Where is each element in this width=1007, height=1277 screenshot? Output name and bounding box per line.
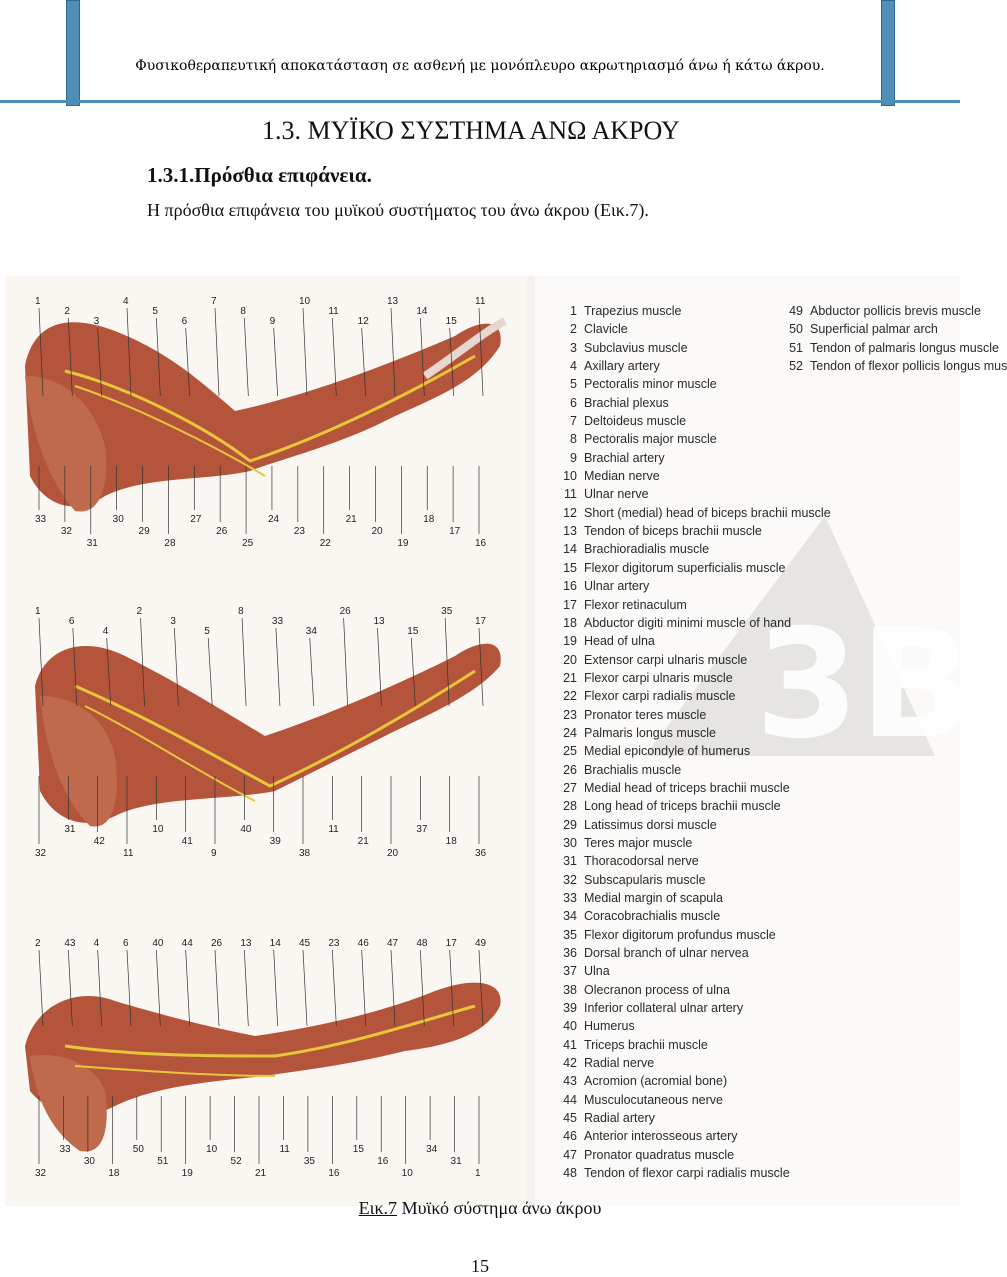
legend-number: 48	[563, 1166, 577, 1181]
legend-label: Abductor pollicis brevis muscle	[810, 304, 981, 318]
legend-item	[549, 926, 831, 944]
legend-panel	[535, 276, 1007, 1206]
legend-label: Musculocutaneous nerve	[584, 1092, 723, 1107]
callout-number: 19	[397, 538, 409, 549]
callout-number: 42	[93, 836, 105, 847]
callout-line	[242, 618, 246, 706]
callout-number: 38	[299, 848, 311, 859]
arm-illustrations	[5, 276, 527, 1206]
legend-number: 2	[570, 322, 577, 337]
callout-number: 11	[328, 824, 339, 835]
callout-number: 52	[230, 1156, 242, 1167]
legend-number: 22	[563, 689, 577, 704]
legend-number: 16	[563, 579, 577, 594]
callout-number: 32	[35, 848, 47, 859]
legend-number: 4	[570, 359, 577, 374]
legend-number: 51	[789, 340, 803, 355]
callout-number: 1	[475, 1168, 481, 1179]
callout-number: 3	[170, 616, 176, 627]
callout-number: 17	[449, 526, 461, 537]
callout-number: 26	[216, 526, 228, 537]
legend-item	[549, 1127, 831, 1145]
legend-number: 27	[563, 780, 577, 795]
callout-number: 26	[339, 606, 351, 617]
callout-number: 23	[293, 526, 305, 537]
legend-label: Pronator quadratus muscle	[584, 1147, 735, 1162]
legend-label: Subclavius muscle	[584, 340, 688, 355]
running-header: Φυσικοθεραπευτική αποκατάσταση σε ασθενή με μονόπλευρο ακρωτηριασμό άνω ή κάτω άκρου.	[135, 58, 825, 74]
legend-label: Median nerve	[584, 469, 660, 484]
legend-number: 35	[563, 927, 577, 942]
callout-number: 46	[357, 938, 369, 949]
callout-number: 13	[240, 938, 252, 949]
callout-number: 28	[164, 538, 176, 549]
legend-label: Deltoideus muscle	[584, 414, 687, 429]
callout-number: 11	[123, 848, 134, 859]
callout-line	[344, 618, 348, 706]
callout-number: 2	[64, 306, 70, 317]
legend-number: 21	[563, 670, 577, 685]
callout-number: 10	[401, 1168, 413, 1179]
legend-item	[549, 1017, 831, 1035]
callout-number: 41	[181, 836, 193, 847]
legend-item	[549, 1146, 831, 1164]
legend-number: 20	[563, 652, 577, 667]
callout-number: 43	[64, 938, 76, 949]
callout-number: 8	[240, 306, 246, 317]
callout-number: 1	[35, 606, 41, 617]
legend-item	[549, 962, 831, 980]
legend-item	[549, 467, 831, 485]
callout-number: 11	[475, 296, 486, 307]
legend-item	[549, 669, 831, 687]
legend-number: 13	[563, 524, 577, 539]
legend-label: Ulna	[584, 964, 610, 979]
legend-label: Subscapularis muscle	[584, 872, 706, 887]
legend-label: Ulnar nerve	[584, 487, 649, 502]
arm-view-anterior-deepest	[5, 906, 527, 1206]
arm-view-anterior-superficial	[5, 276, 527, 576]
callout-number: 4	[123, 296, 129, 307]
legend-label: Medial margin of scapula	[584, 891, 723, 905]
legend-number: 38	[563, 982, 577, 997]
svg-text:3B: 3B	[755, 598, 974, 772]
callout-number: 18	[108, 1168, 120, 1179]
legend-number: 37	[563, 964, 577, 979]
legend-item	[549, 852, 831, 870]
legend-label: Inferior collateral ulnar artery	[584, 1001, 744, 1016]
legend-label: Brachial artery	[584, 450, 665, 465]
callout-number: 5	[152, 306, 158, 317]
legend-item	[549, 430, 831, 448]
page-number: 15	[471, 1256, 489, 1276]
callout-number: 31	[64, 824, 76, 835]
legend-number: 33	[563, 891, 577, 905]
legend-item	[549, 871, 831, 889]
caption-link[interactable]: Εικ.7	[358, 1198, 398, 1218]
caption-text: Μυϊκό σύστημα άνω άκρου	[397, 1198, 602, 1218]
legend-label: Radial nerve	[584, 1056, 655, 1071]
legend-number: 6	[570, 395, 577, 410]
legend-item	[549, 1036, 831, 1054]
legend-number: 23	[563, 707, 577, 722]
legend-number: 10	[563, 469, 577, 484]
callout-number: 32	[60, 526, 73, 537]
legend-item	[549, 834, 831, 852]
callout-number: 6	[68, 616, 75, 627]
callout-number: 19	[181, 1168, 193, 1179]
callout-number: 29	[138, 526, 150, 537]
section-title: 1.3. ΜΥΪΚΟ ΣΥΣΤΗΜΑ ΑΝΩ ΑΚΡΟΥ	[262, 116, 680, 145]
callout-number: 37	[416, 824, 428, 835]
legend-number: 17	[563, 597, 577, 612]
callout-number: 15	[407, 626, 419, 637]
legend-item	[549, 706, 831, 724]
callout-number: 23	[328, 938, 340, 949]
legend-label: Humerus	[584, 1019, 635, 1034]
callout-number: 5	[204, 626, 210, 637]
legend-item	[549, 1109, 831, 1127]
legend-item	[549, 651, 831, 669]
callout-number: 10	[299, 296, 311, 307]
callout-number: 36	[475, 848, 487, 859]
legend-item	[775, 357, 1007, 375]
callout-number: 6	[181, 316, 188, 327]
legend-item	[549, 742, 831, 760]
callout-number: 16	[377, 1156, 389, 1167]
callout-number: 25	[242, 538, 254, 549]
callout-number: 20	[387, 848, 399, 859]
callout-number: 30	[112, 514, 124, 525]
legend-label: Head of ulna	[584, 634, 655, 649]
legend-item	[549, 394, 831, 412]
legend-label: Flexor digitorum profundus muscle	[584, 927, 776, 942]
legend-label: Flexor carpi radialis muscle	[584, 689, 736, 704]
legend-item	[549, 1164, 831, 1182]
legend-number: 31	[563, 854, 577, 869]
legend-number: 32	[563, 872, 577, 887]
figure-caption	[0, 1198, 960, 1219]
legend-item	[549, 724, 831, 742]
legend-number: 5	[570, 377, 577, 392]
legend-label: Tendon of flexor carpi radialis muscle	[584, 1166, 790, 1181]
callout-number: 48	[416, 938, 428, 949]
callout-line	[274, 328, 278, 396]
callout-number: 4	[102, 626, 109, 637]
callout-number: 16	[328, 1168, 340, 1179]
legend-number: 42	[563, 1056, 577, 1071]
legend-label: Latissimus dorsi muscle	[584, 817, 717, 832]
callout-number: 13	[387, 296, 399, 307]
legend-item	[549, 687, 831, 705]
header-rule	[0, 100, 960, 103]
legend-label: Tendon of biceps brachii muscle	[584, 524, 762, 539]
callout-number: 30	[83, 1156, 96, 1167]
callout-number: 40	[152, 938, 164, 949]
legend-number: 7	[570, 414, 577, 429]
callout-number: 50	[132, 1144, 144, 1155]
legend-label: Coracobrachialis muscle	[584, 909, 721, 924]
callout-number: 27	[190, 514, 202, 525]
callout-number: 34	[305, 626, 317, 637]
callout-number: 35	[441, 606, 453, 617]
callout-number: 16	[475, 538, 487, 549]
legend-label: Superficial palmar arch	[810, 322, 938, 337]
legend-item	[549, 1072, 831, 1090]
legend-item	[549, 1054, 831, 1072]
legend-label: Tendon of flexor pollicis longus mus	[810, 359, 1007, 374]
callout-number: 7	[211, 296, 217, 307]
legend-item	[549, 577, 831, 595]
legend-number: 14	[563, 542, 577, 557]
arm-view-anterior-deep	[5, 586, 527, 886]
legend-number: 9	[570, 450, 577, 465]
legend-label: Dorsal branch of ulnar nervea	[584, 946, 749, 961]
callout-number: 18	[445, 836, 457, 847]
legend-label: Flexor digitorum superficialis muscle	[584, 560, 786, 575]
legend-column-2	[775, 302, 1007, 375]
callout-number: 1	[35, 296, 41, 307]
legend-number: 3	[570, 340, 577, 355]
legend-label: Medial head of triceps brachii muscle	[584, 780, 790, 795]
callout-number: 2	[35, 938, 41, 949]
legend-label: Brachialis muscle	[584, 762, 682, 777]
legend-number: 30	[563, 835, 577, 850]
legend-label: Thoracodorsal nerve	[584, 854, 699, 869]
legend-number: 39	[563, 1001, 577, 1016]
legend-column-1	[549, 302, 831, 1183]
callout-number: 45	[299, 938, 311, 949]
header-bar-left	[66, 0, 80, 106]
legend-number: 26	[563, 762, 577, 777]
legend-number: 49	[789, 304, 803, 318]
callout-number: 21	[357, 836, 369, 847]
callout-line	[310, 638, 314, 706]
legend-label: Anterior interosseous artery	[584, 1129, 738, 1144]
subsection-title: 1.3.1.Πρόσθια επιφάνεια.	[147, 163, 372, 187]
callout-number: 8	[238, 606, 244, 617]
legend-item	[549, 596, 831, 614]
callout-number: 3	[93, 316, 100, 327]
callout-line	[244, 950, 248, 1026]
legend-label: Flexor carpi ulnaris muscle	[584, 670, 733, 685]
callout-line	[276, 628, 280, 706]
legend-item	[549, 614, 831, 632]
anatomy-figure	[5, 276, 1007, 1206]
legend-number: 15	[563, 560, 577, 575]
legend-number: 1	[570, 304, 577, 318]
legend-item	[549, 449, 831, 467]
callout-line	[332, 950, 336, 1026]
legend-item	[549, 761, 831, 779]
legend-label: Radial artery	[584, 1111, 655, 1126]
legend-item	[549, 559, 831, 577]
legend-item	[549, 504, 831, 522]
legend-item	[775, 339, 1007, 357]
legend-label: Acromion (acromial bone)	[584, 1074, 728, 1089]
legend-item	[549, 816, 831, 834]
callout-line	[244, 318, 248, 396]
legend-item	[549, 889, 831, 907]
callout-line	[274, 950, 278, 1026]
legend-label: Axillary artery	[584, 359, 660, 374]
callout-number: 11	[279, 1144, 290, 1155]
legend-item	[549, 522, 831, 540]
legend-number: 19	[563, 634, 577, 649]
legend-item	[549, 944, 831, 962]
callout-number: 22	[319, 538, 331, 549]
callout-line	[303, 950, 307, 1026]
legend-number: 43	[563, 1074, 577, 1089]
legend-number: 50	[789, 322, 803, 337]
legend-label: Brachioradialis muscle	[584, 542, 710, 557]
legend-item	[549, 1091, 831, 1109]
callout-number: 31	[86, 538, 98, 549]
legend-number: 18	[563, 615, 577, 630]
legend-number: 11	[564, 487, 577, 502]
callout-line	[215, 950, 219, 1026]
legend-label: Tendon of palmaris longus muscle	[810, 340, 999, 355]
legend-label: Extensor carpi ulnaris muscle	[584, 652, 748, 667]
legend-item	[775, 302, 1007, 320]
legend-number: 12	[563, 505, 577, 520]
callout-number: 15	[352, 1144, 364, 1155]
legend-label: Clavicle	[584, 322, 628, 337]
legend-label: Long head of triceps brachii muscle	[584, 799, 781, 814]
legend-label: Ulnar artery	[584, 579, 650, 594]
legend-number: 36	[563, 946, 577, 961]
callout-line	[303, 308, 307, 396]
callout-number: 24	[267, 514, 280, 525]
callout-number: 14	[269, 938, 281, 949]
callout-number: 21	[255, 1168, 267, 1179]
legend-label: Teres major muscle	[584, 835, 693, 850]
callout-number: 49	[475, 938, 487, 949]
legend-number: 45	[563, 1111, 577, 1126]
callout-number: 2	[136, 606, 143, 617]
legend-number: 44	[563, 1092, 577, 1107]
callout-line	[39, 950, 43, 1026]
legend-number: 46	[563, 1129, 577, 1144]
legend-label: Palmaris longus muscle	[584, 725, 716, 740]
legend-item	[549, 797, 831, 815]
callout-number: 40	[240, 824, 252, 835]
callout-number: 4	[93, 938, 100, 949]
callout-number: 47	[387, 938, 399, 949]
callout-number: 44	[181, 938, 193, 949]
callout-number: 9	[269, 316, 276, 327]
legend-label: Pronator teres muscle	[584, 707, 707, 722]
legend-label: Abductor digiti minimi muscle of hand	[584, 615, 792, 630]
callout-number: 9	[211, 848, 217, 859]
legend-number: 41	[563, 1037, 577, 1052]
callout-number: 10	[152, 824, 164, 835]
header-bar-right	[881, 0, 895, 106]
callout-number: 14	[416, 306, 428, 317]
legend-label: Triceps brachii muscle	[584, 1037, 708, 1052]
legend-item	[775, 320, 1007, 338]
legend-item	[549, 907, 831, 925]
callout-number: 31	[450, 1156, 462, 1167]
callout-number: 33	[35, 514, 47, 525]
callout-number: 13	[373, 616, 385, 627]
legend-number: 40	[563, 1019, 577, 1034]
legend-item	[549, 412, 831, 430]
legend-item	[549, 632, 831, 650]
callout-line	[215, 308, 219, 396]
legend-label: Pectoralis minor muscle	[584, 377, 717, 392]
legend-item	[549, 375, 831, 393]
callout-number: 6	[123, 938, 129, 949]
callout-number: 17	[475, 616, 487, 627]
legend-item	[549, 999, 831, 1017]
callout-number: 26	[211, 938, 223, 949]
legend-number: 47	[563, 1147, 577, 1162]
legend-number: 28	[563, 799, 577, 814]
callout-number: 12	[357, 316, 369, 327]
legend-number: 24	[563, 725, 577, 740]
callout-number: 51	[157, 1156, 169, 1167]
legend-item	[549, 981, 831, 999]
callout-line	[208, 638, 212, 706]
legend-item	[549, 485, 831, 503]
callout-number: 21	[345, 514, 357, 525]
legend-number: 34	[563, 909, 577, 924]
legend-item	[549, 540, 831, 558]
callout-number: 33	[271, 616, 284, 627]
callout-number: 32	[35, 1168, 47, 1179]
legend-number: 8	[570, 432, 577, 447]
legend-number: 29	[563, 817, 577, 832]
legend-label: Flexor retinaculum	[584, 597, 687, 612]
callout-number: 10	[206, 1144, 218, 1155]
callout-number: 39	[269, 836, 281, 847]
callout-number: 34	[426, 1144, 438, 1155]
legend-label: Brachial plexus	[584, 395, 669, 410]
legend-number: 52	[789, 359, 803, 374]
callout-number: 15	[445, 316, 457, 327]
callout-number: 11	[328, 306, 339, 317]
callout-number: 18	[423, 514, 435, 525]
legend-label: Pectoralis major muscle	[584, 432, 717, 447]
callout-number: 17	[445, 938, 457, 949]
intro-paragraph: Η πρόσθια επιφάνεια του μυϊκού συστήματος του άνω άκρου (Εικ.7).	[147, 200, 649, 220]
callout-line	[186, 950, 190, 1026]
callout-number: 20	[371, 526, 383, 537]
callout-number: 35	[303, 1156, 316, 1167]
legend-label: Short (medial) head of biceps brachii muscle	[584, 505, 831, 520]
legend-number: 25	[563, 744, 577, 759]
callout-number: 33	[59, 1144, 71, 1155]
legend-label: Olecranon process of ulna	[584, 982, 730, 997]
legend-label: Medial epicondyle of humerus	[584, 744, 751, 759]
legend-item	[549, 779, 831, 797]
legend-label: Trapezius muscle	[584, 304, 682, 318]
